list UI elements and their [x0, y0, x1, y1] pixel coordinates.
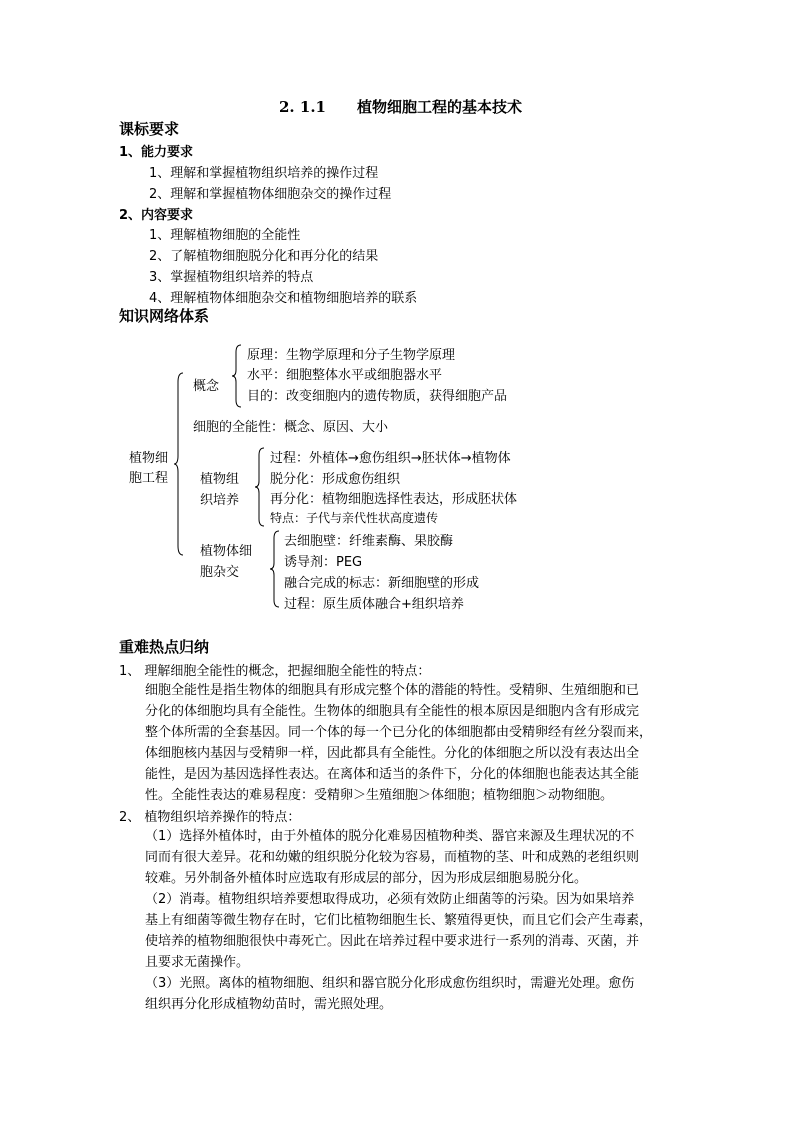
concept-item-level: 水平：细胞整体水平或细胞器水平 — [247, 368, 443, 383]
hybridization-remove-wall: 去细胞壁：纤维素酶、果胶酶 — [284, 534, 454, 549]
point-1-body — [145, 680, 677, 806]
point-1-heading: 1、 理解细胞全能性的概念，把握细胞全能性的特点： — [119, 664, 431, 679]
concept-brace — [232, 344, 242, 408]
hybridization-process: 过程：原生质体融合+组织培养 — [284, 597, 464, 612]
main-brace — [174, 372, 184, 556]
point-2-sub3-line: 组织再分化形成植物幼苗时，需光照处理。 — [145, 997, 393, 1012]
point-1-line: 能性，是因为基因选择性表达。在离体和适当的条件下，分化的体细胞也能表达其全能 — [145, 767, 640, 782]
content-heading: 2、内容要求 — [119, 208, 194, 223]
hybridization-label-2: 胞杂交 — [200, 565, 240, 580]
section-heading-curriculum: 课标要求 — [119, 120, 180, 138]
tissue-culture-label-1: 植物组 — [200, 472, 240, 487]
point-2-sub2-line: 使培养的植物细胞很快中毒死亡。因此在培养过程中要求进行一系列的消毒、灭菌，并 — [145, 934, 640, 949]
ability-item-2: 2、理解和掌握植物体细胞杂交的操作过程 — [149, 187, 392, 202]
title-text: 植物细胞工程的基本技术 — [357, 98, 523, 116]
concept-item-principle: 原理：生物学原理和分子生物学原理 — [247, 348, 456, 363]
tissue-culture-brace — [255, 447, 265, 527]
point-2-body — [145, 826, 677, 1015]
point-1-line: 体细胞核内基因与受精卵一样，因此都具有全能性。分化的体细胞之所以没有表达出全 — [145, 746, 640, 761]
point-2-sub1-line: 同而有很大差异。花和幼嫩的组织脱分化较为容易，而植物的茎、叶和成熟的老组织则 — [145, 850, 640, 865]
point-1-line: 分化的体细胞均具有全能性。生物体的细胞具有全能性的根本原因是细胞内含有形成完 — [145, 704, 640, 719]
map-root-line-2: 胞工程 — [129, 471, 169, 486]
content-item-1: 1、理解植物细胞的全能性 — [149, 228, 301, 243]
content-item-4: 4、理解植物体细胞杂交和植物细胞培养的联系 — [149, 291, 418, 306]
concept-item-purpose: 目的：改变细胞内的遗传物质，获得细胞产品 — [247, 389, 508, 404]
point-2-sub2-line: 基上有细菌等微生物存在时，它们比植物细胞生长、繁殖得更快，而且它们会产生毒素， — [145, 913, 653, 928]
point-2-heading: 2、 植物组织培养操作的特点： — [119, 810, 301, 825]
content-item-2: 2、了解植物细胞脱分化和再分化的结果 — [149, 249, 379, 264]
section-heading-key-points: 重难热点归纳 — [119, 638, 210, 656]
point-2-sub3-line: （3）光照。离体的植物细胞、组织和器官脱分化形成愈伤组织时，需避光处理。愈伤 — [145, 976, 635, 991]
content-item-3: 3、掌握植物组织培养的特点 — [149, 270, 314, 285]
tissue-culture-dedifferentiation: 脱分化：形成愈伤组织 — [270, 472, 401, 487]
hybridization-inducer: 诱导剂：PEG — [284, 555, 363, 570]
title-number: 2. 1.1 — [279, 98, 326, 116]
concept-label: 概念 — [193, 379, 220, 394]
point-1-line: 整个体所需的全套基因。同一个体的每一个已分化的体细胞都由受精卵经有丝分裂而来， — [145, 725, 653, 740]
point-2-sub1-line: 较难。另外制备外植体时应选取有形成层的部分，因为形成层细胞易脱分化。 — [145, 871, 588, 886]
hybridization-fusion-sign: 融合完成的标志：新细胞壁的形成 — [284, 576, 480, 591]
point-1-line: 细胞全能性是指生物体的细胞具有形成完整个体的潜能的特性。受精卵、生殖细胞和已 — [145, 683, 640, 698]
tissue-culture-process: 过程：外植体→愈伤组织→胚状体→植物体 — [270, 451, 511, 466]
map-root-line-1: 植物细 — [129, 451, 169, 466]
hybridization-brace — [270, 530, 280, 608]
point-2-sub1-line: （1）选择外植体时，由于外植体的脱分化难易因植物种类、器官来源及生理状况的不 — [145, 829, 635, 844]
tissue-culture-redifferentiation: 再分化：植物细胞选择性表达，形成胚状体 — [270, 492, 518, 507]
ability-item-1: 1、理解和掌握植物组织培养的操作过程 — [149, 166, 379, 181]
point-1-line: 性。全能性表达的难易程度：受精卵＞生殖细胞＞体细胞；植物细胞＞动物细胞。 — [145, 788, 614, 803]
ability-heading: 1、能力要求 — [119, 145, 194, 160]
page-title — [279, 96, 522, 117]
point-2-sub2-line: （2）消毒。植物组织培养要想取得成功，必须有效防止细菌等的污染。因为如果培养 — [145, 892, 635, 907]
tissue-culture-feature: 特点：子代与亲代性状高度遗传 — [270, 511, 439, 525]
point-2-sub2-line: 且要求无菌操作。 — [145, 955, 250, 970]
totipotency-item: 细胞的全能性：概念、原因、大小 — [193, 420, 389, 435]
tissue-culture-label-2: 织培养 — [200, 493, 240, 508]
section-heading-knowledge-map: 知识网络体系 — [119, 307, 210, 325]
hybridization-label-1: 植物体细 — [200, 544, 253, 559]
